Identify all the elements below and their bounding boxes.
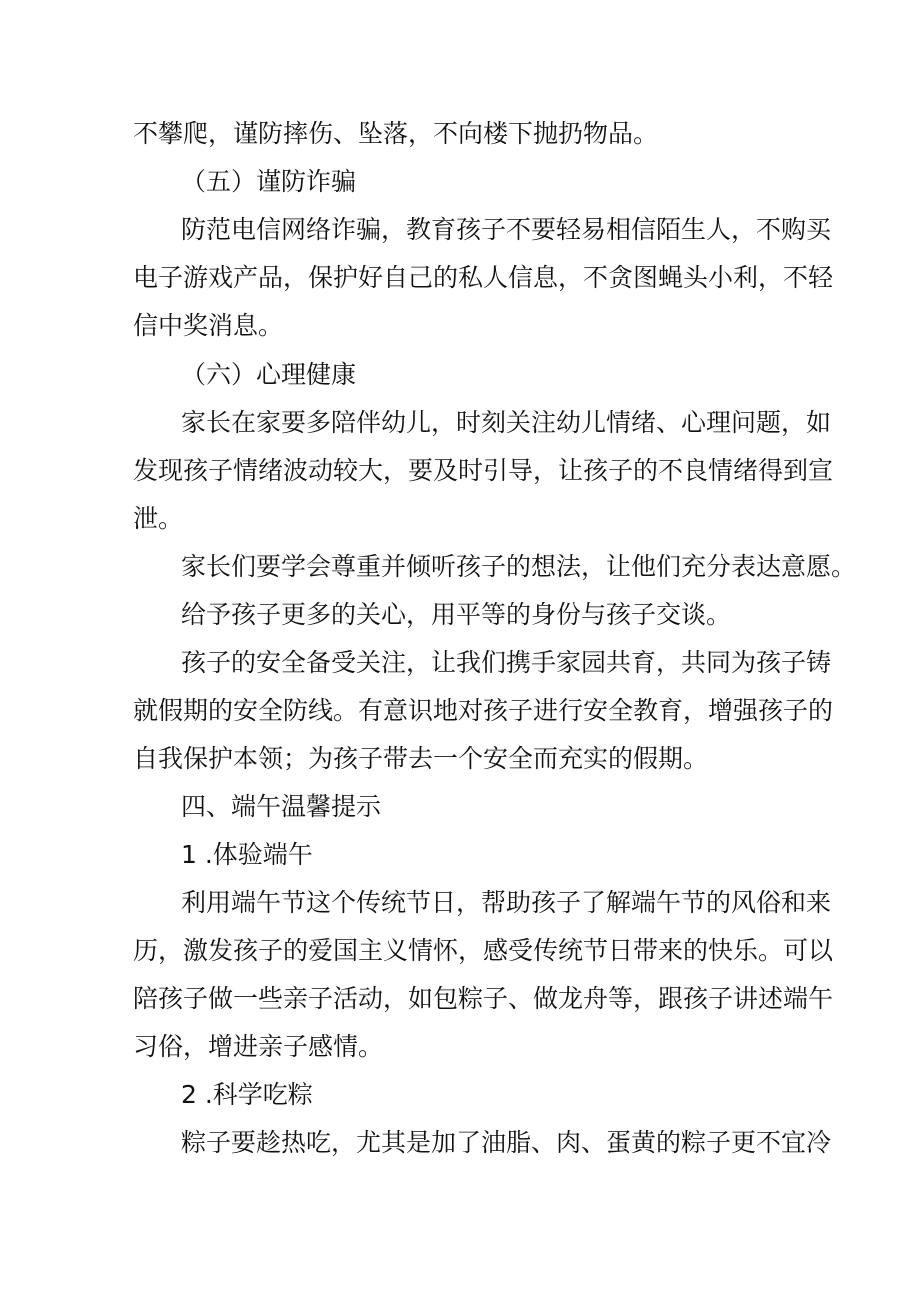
section-heading: （六）心理健康 (181, 360, 357, 389)
paragraph-line: 利用端午节这个传统节日，帮助孩子了解端午节的风俗和来 (181, 888, 832, 917)
section-heading: 四、端午温馨提示 (181, 792, 382, 821)
paragraph-line: 家长在家要多陪伴幼儿，时刻关注幼儿情绪、心理问题，如 (181, 408, 832, 437)
paragraph-line: 陪孩子做一些亲子活动，如包粽子、做龙舟等，跟孩子讲述端午 (133, 984, 834, 1013)
paragraph-line: 给予孩子更多的关心，用平等的身份与孩子交谈。 (181, 600, 732, 629)
paragraph-line: 电子游戏产品，保护好自己的私人信息，不贪图蝇头小利，不轻 (133, 263, 834, 292)
paragraph-line: 就假期的安全防线。有意识地对孩子进行安全教育，增强孩子的 (133, 696, 834, 725)
paragraph-line: 历，激发孩子的爱国主义情怀，感受传统节日带来的快乐。可以 (133, 936, 834, 965)
paragraph-line: 粽子要趁热吃，尤其是加了油脂、肉、蛋黄的粽子更不宜冷 (181, 1128, 832, 1157)
paragraph-line: 泄。 (133, 504, 184, 533)
paragraph-line: 不攀爬，谨防摔伤、坠落，不向楼下抛扔物品。 (133, 119, 659, 148)
paragraph-line: 发现孩子情绪波动较大，要及时引导，让孩子的不良情绪得到宣 (133, 456, 834, 485)
section-heading: （五）谨防诈骗 (181, 167, 357, 196)
paragraph-line: 孩子的安全备受关注，让我们携手家园共育，共同为孩子铸 (181, 648, 832, 677)
subsection-heading: 2 .科学吃粽 (181, 1080, 313, 1109)
paragraph-line: 信中奖消息。 (133, 311, 284, 340)
subsection-heading: 1 .体验端午 (181, 840, 313, 869)
paragraph-line: 自我保护本领；为孩子带去一个安全而充实的假期。 (133, 744, 709, 773)
paragraph-line: 习俗，增进亲子感情。 (133, 1032, 384, 1061)
paragraph-line: 家长们要学会尊重并倾听孩子的想法，让他们充分表达意愿。 (181, 552, 857, 581)
paragraph-line: 防范电信网络诈骗，教育孩子不要轻易相信陌生人，不购买 (181, 215, 832, 244)
